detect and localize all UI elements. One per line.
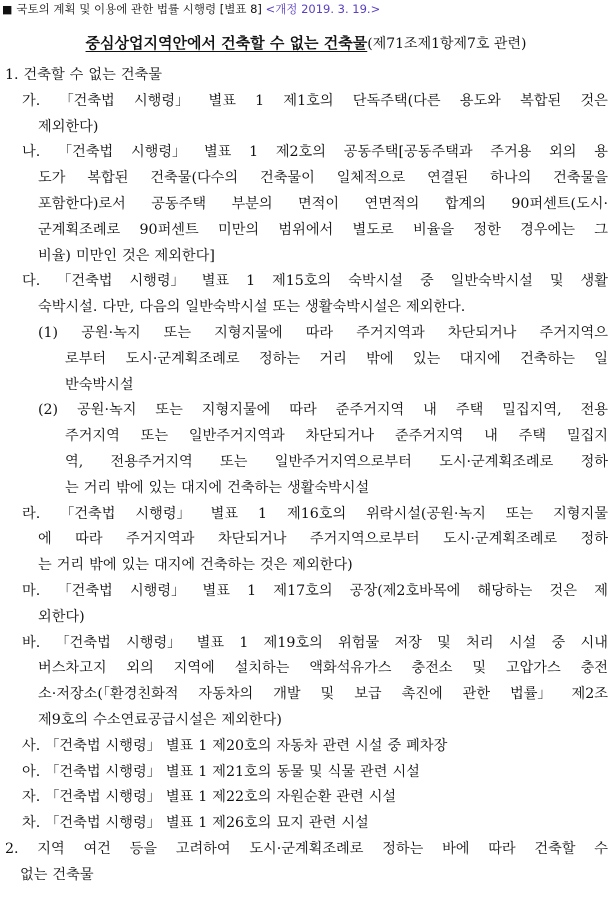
word: 밖에 — [116, 479, 144, 496]
word: 및 — [308, 763, 323, 780]
text-line — [0, 63, 612, 89]
word: 있는 — [412, 350, 441, 367]
word: 제2조 — [571, 686, 608, 703]
word: 자동차의 — [198, 686, 254, 703]
word: 중 — [419, 273, 434, 290]
word: 처리 — [466, 634, 494, 651]
word: 차단되거나 — [217, 531, 287, 548]
word: 군계획조례로 — [38, 221, 121, 238]
word: 위험물 — [338, 634, 380, 651]
word: 시설 — [368, 789, 397, 806]
word: 및 — [472, 660, 487, 677]
word: 정하 — [580, 453, 608, 470]
word: 제외한다] — [154, 247, 215, 264]
text-line — [0, 656, 612, 682]
word: (2) — [38, 402, 59, 419]
title-main: 중심상업지역안에서 건축할 수 없는 건축물 — [85, 34, 368, 52]
word: 충전 — [580, 660, 608, 677]
word: 위락시설(공원·녹지 — [366, 505, 486, 522]
word: 또는 — [155, 402, 183, 419]
word: 관한 — [462, 686, 491, 703]
word: 외의 — [549, 144, 577, 161]
word: 것은 — [580, 92, 608, 109]
word: 단독주택(다른 — [352, 92, 441, 109]
word: 도시·군계획조례로 — [125, 350, 240, 367]
word: 것은 — [122, 247, 150, 264]
word: 대지에 — [180, 479, 223, 496]
word: 공동주택[공동주택과 — [343, 144, 473, 161]
word: 「건축법 — [45, 815, 101, 832]
word: 지형지물 — [553, 505, 608, 522]
word: 하나의 — [490, 170, 532, 187]
word: 여건 — [83, 840, 111, 857]
document-header — [2, 1, 608, 18]
word: 별표 — [210, 505, 239, 522]
word: 제22호의 — [212, 789, 272, 806]
text-line — [0, 863, 612, 889]
word: 정하는 — [258, 350, 301, 367]
word: 시행령」 — [105, 789, 161, 806]
word: 1 — [198, 789, 208, 806]
word: 거리 — [319, 350, 347, 367]
word: 고려하여 — [175, 840, 231, 857]
word: 차. — [22, 815, 41, 832]
word: 도시·군계획조례로 — [249, 840, 364, 857]
word: 1 — [246, 273, 256, 290]
word: 또는 — [220, 453, 248, 470]
word: 주택 — [518, 428, 547, 445]
word: 법률」 — [509, 686, 552, 703]
word: 주거용 — [490, 144, 532, 161]
word: 미만인 — [75, 247, 118, 264]
word: 외의 — [126, 660, 154, 677]
word: 주거지역과 — [125, 531, 195, 548]
text-line — [0, 476, 612, 502]
word: 「건축법 — [45, 763, 101, 780]
word: 따라 — [75, 531, 103, 548]
word: 건축하는 — [520, 350, 575, 367]
word: 는 — [38, 557, 52, 574]
word: 역, — [65, 453, 84, 470]
word: 버스차고지 — [38, 660, 107, 677]
text-line — [0, 295, 612, 321]
document-body — [0, 63, 612, 889]
word: 자원순환 — [276, 789, 332, 806]
word: 지역 — [37, 840, 65, 857]
word: 관련 — [360, 763, 388, 780]
word: 마. — [22, 582, 41, 599]
word: 지형지물에 — [201, 402, 271, 419]
word: 등을 — [129, 840, 158, 857]
word: 제21호의 — [212, 763, 272, 780]
word: 정하 — [580, 531, 608, 548]
word: 「건축법 — [57, 273, 113, 290]
word: 공동주택 — [151, 195, 207, 212]
word: 「건축법 — [45, 789, 101, 806]
word: 1 — [249, 144, 259, 161]
word: 및 — [437, 634, 451, 651]
word: 「건축법 — [60, 505, 116, 522]
word: 또는 — [272, 299, 301, 316]
word: 또는 — [163, 324, 192, 341]
word: 건축물 — [52, 866, 94, 883]
word: 정하는 — [382, 840, 424, 857]
text-line — [0, 89, 612, 115]
word: 정한 — [473, 221, 501, 238]
word: 제외한다. — [405, 299, 466, 316]
word: 제1호의 — [283, 92, 334, 109]
text-line — [0, 424, 612, 450]
word: 반숙박시설 — [65, 376, 134, 393]
word: 있는 — [121, 557, 149, 574]
word: 외한다) — [38, 608, 85, 625]
word: 별표 — [203, 144, 232, 161]
word: 별표 — [165, 789, 194, 806]
word: 없는 — [88, 67, 116, 83]
word: 것은 — [549, 582, 577, 599]
word: 2. — [5, 840, 19, 857]
word: 차단되거나 — [447, 324, 517, 341]
word: 도시·군계획조례로 — [439, 453, 554, 470]
word: 수소연료공급시설은 — [93, 711, 217, 728]
word: 90퍼센트 — [139, 221, 199, 238]
word: 거리 — [83, 479, 112, 496]
word: 및 — [549, 273, 564, 290]
word: 내 — [423, 402, 437, 419]
word: 「건축법 — [55, 634, 111, 651]
word: 주거지역 — [65, 428, 120, 445]
text-line — [0, 450, 612, 476]
word: 대지에 — [459, 350, 501, 367]
word: 연면적의 — [364, 195, 420, 212]
word: 별도로 — [352, 221, 394, 238]
word: 거리 — [56, 557, 85, 574]
word: 도시·군계획조례로 — [442, 531, 558, 548]
word: 시설 — [508, 634, 537, 651]
word: 건축물(다수의 — [150, 170, 239, 187]
word: 지형지물에 — [214, 324, 283, 341]
word: 별표 — [165, 737, 194, 754]
word: 비율을 — [412, 221, 455, 238]
word: 관련 — [308, 815, 337, 832]
word: 시행령」 — [130, 144, 187, 161]
word: 고압가스 — [505, 660, 561, 677]
word: 경우에는 — [520, 221, 575, 238]
word: 「건축법 — [57, 582, 113, 599]
text-line — [0, 605, 612, 631]
word: 준주거지역 — [394, 428, 464, 445]
word: 다만, — [102, 299, 135, 316]
word: 따라 — [305, 324, 334, 341]
word: 또는 — [505, 505, 534, 522]
word: 「건축법 — [57, 144, 114, 161]
word: 1 — [258, 505, 268, 522]
text-line — [0, 579, 612, 605]
word: 관련 — [336, 789, 364, 806]
word: 동물 — [276, 763, 304, 780]
word: 는 — [65, 479, 79, 496]
word: 비율) — [38, 247, 71, 264]
word: 제 — [594, 582, 608, 599]
word: 것은 — [259, 557, 288, 574]
word: 에 — [38, 531, 52, 548]
word: 소·저장소(「환경친화적 — [38, 686, 179, 703]
law-reference: 국토의 계획 및 이용에 관한 법률 시행령 [별표 8] — [16, 2, 262, 16]
word: 시설 — [341, 815, 369, 832]
text-line — [0, 785, 612, 811]
word: 제17호의 — [273, 582, 333, 599]
word: 중 — [551, 634, 566, 651]
word: 제20호의 — [212, 737, 272, 754]
text-line — [0, 631, 612, 657]
word: 제2호의 — [275, 144, 326, 161]
word: 저장 — [394, 634, 422, 651]
word: 있는 — [148, 479, 176, 496]
word: 「건축법 — [59, 92, 115, 109]
word: 시행령」 — [135, 505, 191, 522]
text-line — [0, 502, 612, 528]
word: 따라 — [488, 840, 516, 857]
word: 생활 — [580, 273, 608, 290]
text-line — [0, 682, 612, 708]
word: 차단되거나 — [305, 428, 375, 445]
word: 일 — [594, 350, 608, 367]
word: 도가 — [38, 170, 66, 187]
word: 별표 — [208, 92, 236, 109]
word: 건축할 — [23, 67, 65, 83]
word: 일체적으로 — [336, 170, 406, 187]
text-line — [0, 734, 612, 760]
word: 주거지역으로부터 — [309, 531, 420, 548]
word: 밀집지 — [566, 428, 608, 445]
word: 제15호의 — [272, 273, 332, 290]
word: 중 — [387, 737, 402, 754]
word: 관련 — [322, 737, 351, 754]
word: 별표 — [201, 273, 230, 290]
word: 또는 — [140, 428, 169, 445]
word: 묘지 — [276, 815, 304, 832]
word: 별표 — [165, 763, 194, 780]
text-line — [0, 837, 612, 863]
text-line — [0, 811, 612, 837]
word: 시행령」 — [129, 273, 185, 290]
word: 별표 — [202, 582, 230, 599]
word: 생활숙박시설은 — [305, 299, 401, 316]
word: 및 — [320, 686, 335, 703]
text-line — [0, 347, 612, 373]
word: 용도와 — [459, 92, 501, 109]
word: 건축물을 — [553, 170, 608, 187]
word: 액화석유가스 — [309, 660, 392, 677]
word: 다음의 — [139, 299, 181, 316]
word: 별표 — [196, 634, 225, 651]
word: 제19호의 — [263, 634, 323, 651]
text-line — [0, 527, 612, 553]
word: 주거지역으 — [539, 324, 608, 341]
word: 충전소 — [411, 660, 453, 677]
word: 그 — [594, 221, 608, 238]
word: 일반숙박시설 — [450, 273, 533, 290]
word: 일반숙박시설 — [185, 299, 268, 316]
word: 주택 — [455, 402, 484, 419]
word: 건축물 — [120, 67, 162, 83]
word: 공원·녹지 — [77, 402, 137, 419]
word: 1 — [198, 763, 208, 780]
word: 시행령」 — [129, 582, 186, 599]
word: 제외한다) — [221, 711, 282, 728]
word: 제26호의 — [212, 815, 272, 832]
text-line — [0, 166, 612, 192]
word: 가. — [22, 92, 41, 109]
text-line — [0, 115, 612, 141]
word: 전용 — [580, 402, 608, 419]
text-line — [0, 218, 612, 244]
word: 별표 — [165, 815, 194, 832]
word: 1 — [239, 634, 249, 651]
word: 1 — [198, 815, 208, 832]
word: 건축하는 — [200, 557, 255, 574]
word: 보급 — [354, 686, 382, 703]
word: 시행령」 — [133, 92, 190, 109]
word: 건축물이 — [260, 170, 315, 187]
word: 숙박시설 — [348, 273, 404, 290]
word: 밖에 — [89, 557, 117, 574]
word: 수 — [594, 840, 608, 857]
word: 1 — [198, 737, 208, 754]
word: 1 — [255, 92, 265, 109]
text-line — [0, 553, 612, 579]
word: 지역에 — [173, 660, 215, 677]
word: 대지에 — [153, 557, 196, 574]
word: 공장(제2호바목에 — [349, 582, 461, 599]
word: 제16호의 — [286, 505, 347, 522]
word: 복합된 — [87, 170, 129, 187]
word: 아. — [22, 763, 41, 780]
word: 연결된 — [427, 170, 469, 187]
word: 주거지역과 — [356, 324, 425, 341]
word: 준주거지역 — [335, 402, 405, 419]
word: 제9호의 — [38, 711, 89, 728]
word: 식물 — [327, 763, 356, 780]
word: 밖에 — [366, 350, 394, 367]
word: 일반주거지역과 — [188, 428, 285, 445]
word: 내 — [484, 428, 498, 445]
word: 「건축법 — [45, 737, 101, 754]
word: 미만의 — [218, 221, 260, 238]
word: (1) — [38, 324, 59, 341]
word: 시행령」 — [126, 634, 182, 651]
text-line — [0, 321, 612, 347]
text-line — [0, 192, 612, 218]
page-title — [0, 32, 612, 55]
amendment-date: <개정 2019. 3. 19.> — [265, 2, 381, 16]
square-bullet-icon: ■ — [2, 3, 13, 16]
word: 라. — [22, 505, 41, 522]
word: 제외한다) — [38, 118, 99, 135]
word: 면적이 — [298, 195, 340, 212]
word: 다. — [22, 273, 41, 290]
word: 시행령」 — [105, 737, 161, 754]
word: 90퍼센트(도시· — [511, 195, 608, 212]
word: 수 — [69, 67, 84, 83]
word: 합계의 — [444, 195, 486, 212]
word: 건축할 — [534, 840, 576, 857]
word: 시설 — [355, 737, 383, 754]
word: 밀집지역, — [502, 402, 562, 419]
word: 일반주거지역으로부터 — [274, 453, 412, 470]
word: 나. — [22, 144, 41, 161]
word: 공원·녹지 — [81, 324, 141, 341]
word: 시설 — [392, 763, 420, 780]
text-line — [0, 373, 612, 399]
text-line — [0, 398, 612, 424]
word: 포함한다)로서 — [38, 195, 126, 212]
word: 촉진에 — [401, 686, 443, 703]
word: 로부터 — [65, 350, 107, 367]
word: 범위에서 — [278, 221, 334, 238]
word: 시행령」 — [105, 815, 161, 832]
word: 숙박시설. — [38, 299, 98, 316]
word: 따라 — [289, 402, 317, 419]
word: 시행령」 — [105, 763, 161, 780]
word: 부분의 — [231, 195, 273, 212]
text-line — [0, 140, 612, 166]
word: 시내 — [580, 634, 608, 651]
word: 폐차장 — [406, 737, 448, 754]
text-line — [0, 269, 612, 295]
word: 개발 — [273, 686, 301, 703]
title-relation: (제71조제1항제7호 관련) — [367, 36, 527, 52]
text-line — [0, 708, 612, 734]
word: 바에 — [442, 840, 470, 857]
word: 1 — [247, 582, 257, 599]
word: 해당하는 — [477, 582, 533, 599]
word: 사. — [22, 737, 41, 754]
word: 복합된 — [520, 92, 562, 109]
text-line — [0, 244, 612, 270]
word: 자. — [22, 789, 41, 806]
word: 바. — [22, 634, 41, 651]
text-line — [0, 760, 612, 786]
word: 건축하는 — [227, 479, 282, 496]
word: 자동차 — [276, 737, 318, 754]
word: 설치하는 — [234, 660, 290, 677]
word: 제외한다) — [292, 557, 353, 574]
word: 용 — [594, 144, 608, 161]
word: 없는 — [20, 866, 48, 883]
word: 전용주거지역 — [110, 453, 193, 470]
word: 생활숙박시설 — [286, 479, 370, 496]
word: 1. — [5, 67, 19, 83]
